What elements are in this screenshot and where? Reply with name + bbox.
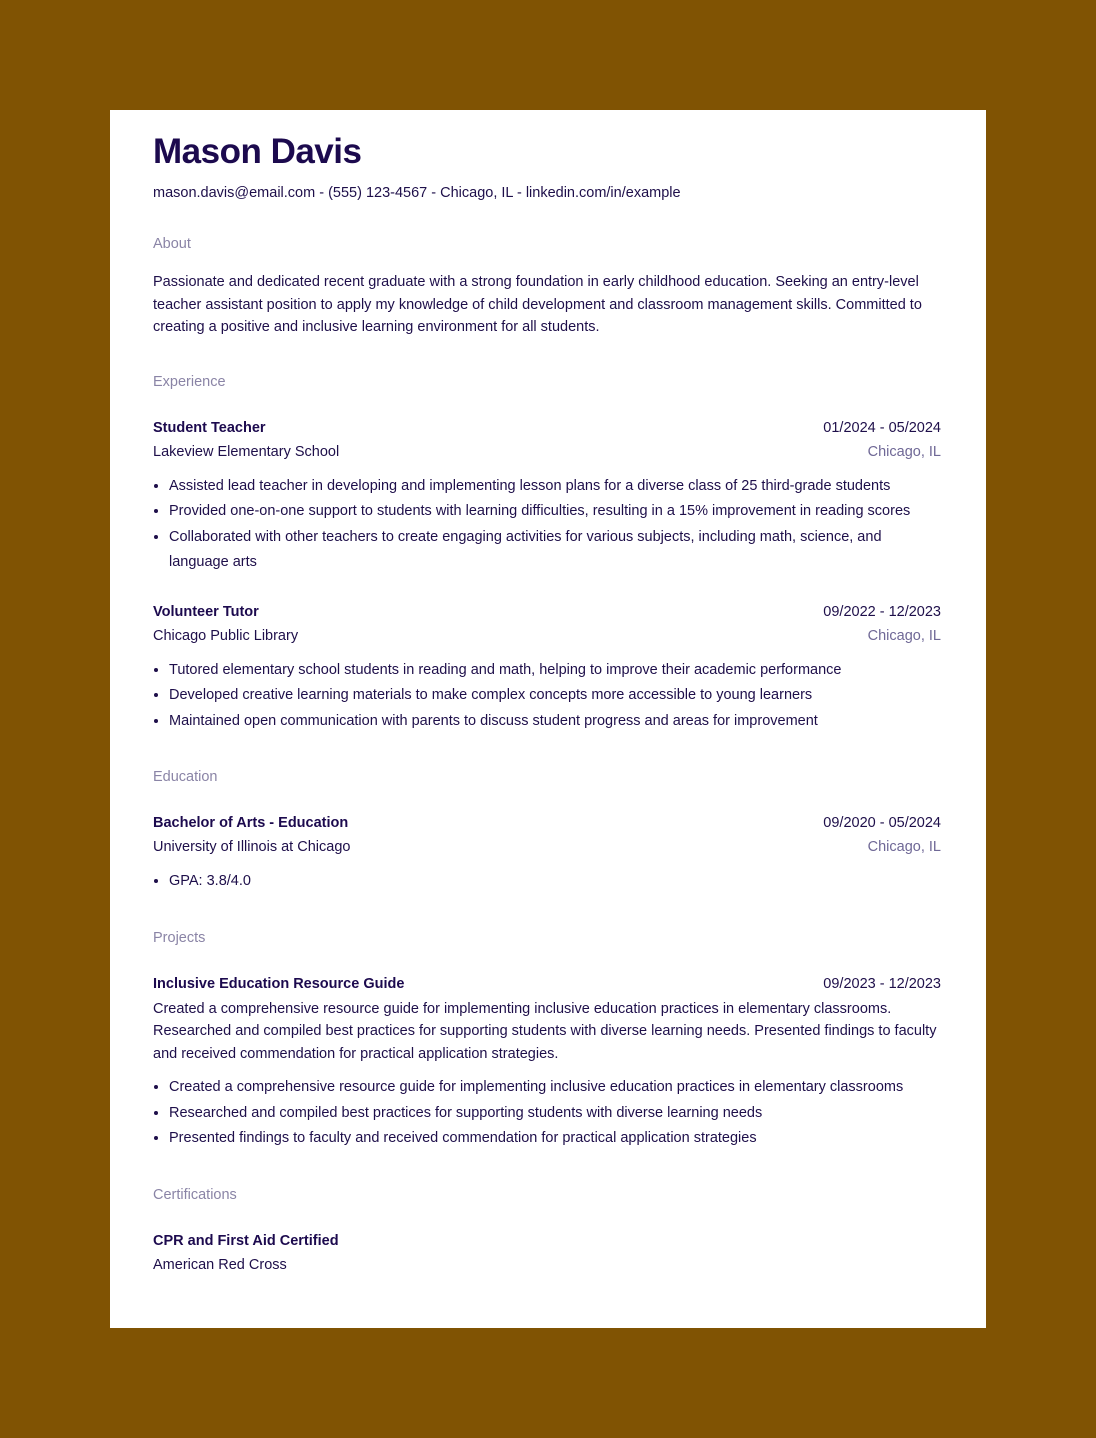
bullet-list xyxy=(153,658,941,735)
school: University of Illinois at Chicago xyxy=(153,839,351,855)
bullet-item: • Provided one-on-one support to students with learning difficulties, resulting in a 15% improvement in reading scores xyxy=(169,499,941,525)
project-entry xyxy=(153,972,941,1152)
bullet-item: • Created a comprehensive resource guide for implementing inclusive education practices in elementary classrooms xyxy=(169,1075,941,1101)
bullet-item: • Researched and compiled best practices for supporting students with diverse learning needs xyxy=(169,1101,941,1127)
bullet-item: • Assisted lead teacher in developing and implementing lesson plans for a diverse class of 25 third-grade students xyxy=(169,474,941,500)
entry-sub-row xyxy=(153,440,941,464)
entry-header-row xyxy=(153,416,941,440)
resume-page xyxy=(110,110,986,1328)
section-title-experience: Experience xyxy=(153,373,226,390)
employer: Chicago Public Library xyxy=(153,627,299,644)
project-name: Inclusive Education Resource Guide xyxy=(153,975,405,992)
section-title-projects: Projects xyxy=(153,929,206,946)
entry-header-row xyxy=(153,972,941,996)
bullet-item: • GPA: 3.8/4.0 xyxy=(169,869,941,895)
project-dates: 09/2023 - 12/2023 xyxy=(823,975,941,992)
entry-sub-row xyxy=(153,835,941,859)
bullet-item: • Developed creative learning materials to make complex concepts more accessible to young learners xyxy=(169,683,941,709)
job-title: Student Teacher xyxy=(153,419,266,436)
entry-header-row xyxy=(153,1229,941,1253)
bullet-list xyxy=(153,474,941,576)
degree: Bachelor of Arts - Education xyxy=(153,815,349,831)
job-title: Volunteer Tutor xyxy=(153,603,259,620)
bullet-list xyxy=(153,869,941,895)
bullet-list xyxy=(153,1075,941,1152)
job-dates: 09/2022 - 12/2023 xyxy=(823,603,941,620)
experience-entry xyxy=(153,600,941,735)
entry-sub-row xyxy=(153,624,941,648)
employer: Lakeview Elementary School xyxy=(153,443,340,460)
entry-header-row xyxy=(153,811,941,835)
experience-entry xyxy=(153,416,941,576)
education-dates: 09/2020 - 05/2024 xyxy=(823,815,941,831)
project-description: Created a comprehensive resource guide for implementing inclusive education practices in elementary classrooms. Researched and compiled best practices for supporting students with diverse learning needs. Presented findings to faculty and received commendation for practical application strategies. xyxy=(153,1000,937,1062)
education-entry xyxy=(153,811,941,895)
job-location: Chicago, IL xyxy=(867,443,941,460)
section-title-about: About xyxy=(153,236,191,252)
school-location: Chicago, IL xyxy=(867,839,941,855)
section-title-education: Education xyxy=(153,769,218,785)
contact-line: mason.davis@email.com - (555) 123-4567 - Chicago, IL - linkedin.com/in/example xyxy=(153,185,681,201)
section-title-certifications: Certifications xyxy=(153,1186,237,1203)
bullet-item: • Tutored elementary school students in reading and math, helping to improve their academic performance xyxy=(169,658,941,684)
resume-content xyxy=(110,110,986,1277)
certification-name: CPR and First Aid Certified xyxy=(153,1232,339,1249)
certification-issuer: American Red Cross xyxy=(153,1256,287,1273)
bullet-item: • Collaborated with other teachers to create engaging activities for various subjects, including math, science, and language arts xyxy=(169,525,941,576)
certification-entry xyxy=(153,1229,941,1277)
about-text: Passionate and dedicated recent graduate with a strong foundation in early childhood education. Seeking an entry-level teacher assistant position to apply my knowledge of child development and classroom management skills. Committed to creating a positive and inclusive learning environment for all students. xyxy=(153,274,922,335)
entry-header-row xyxy=(153,600,941,624)
bullet-item: • Maintained open communication with parents to discuss student progress and areas for improvement xyxy=(169,709,941,735)
job-location: Chicago, IL xyxy=(867,627,941,644)
job-dates: 01/2024 - 05/2024 xyxy=(823,419,941,436)
bullet-item: • Presented findings to faculty and received commendation for practical application strategies xyxy=(169,1126,941,1152)
candidate-name: Mason Davis xyxy=(153,132,362,171)
